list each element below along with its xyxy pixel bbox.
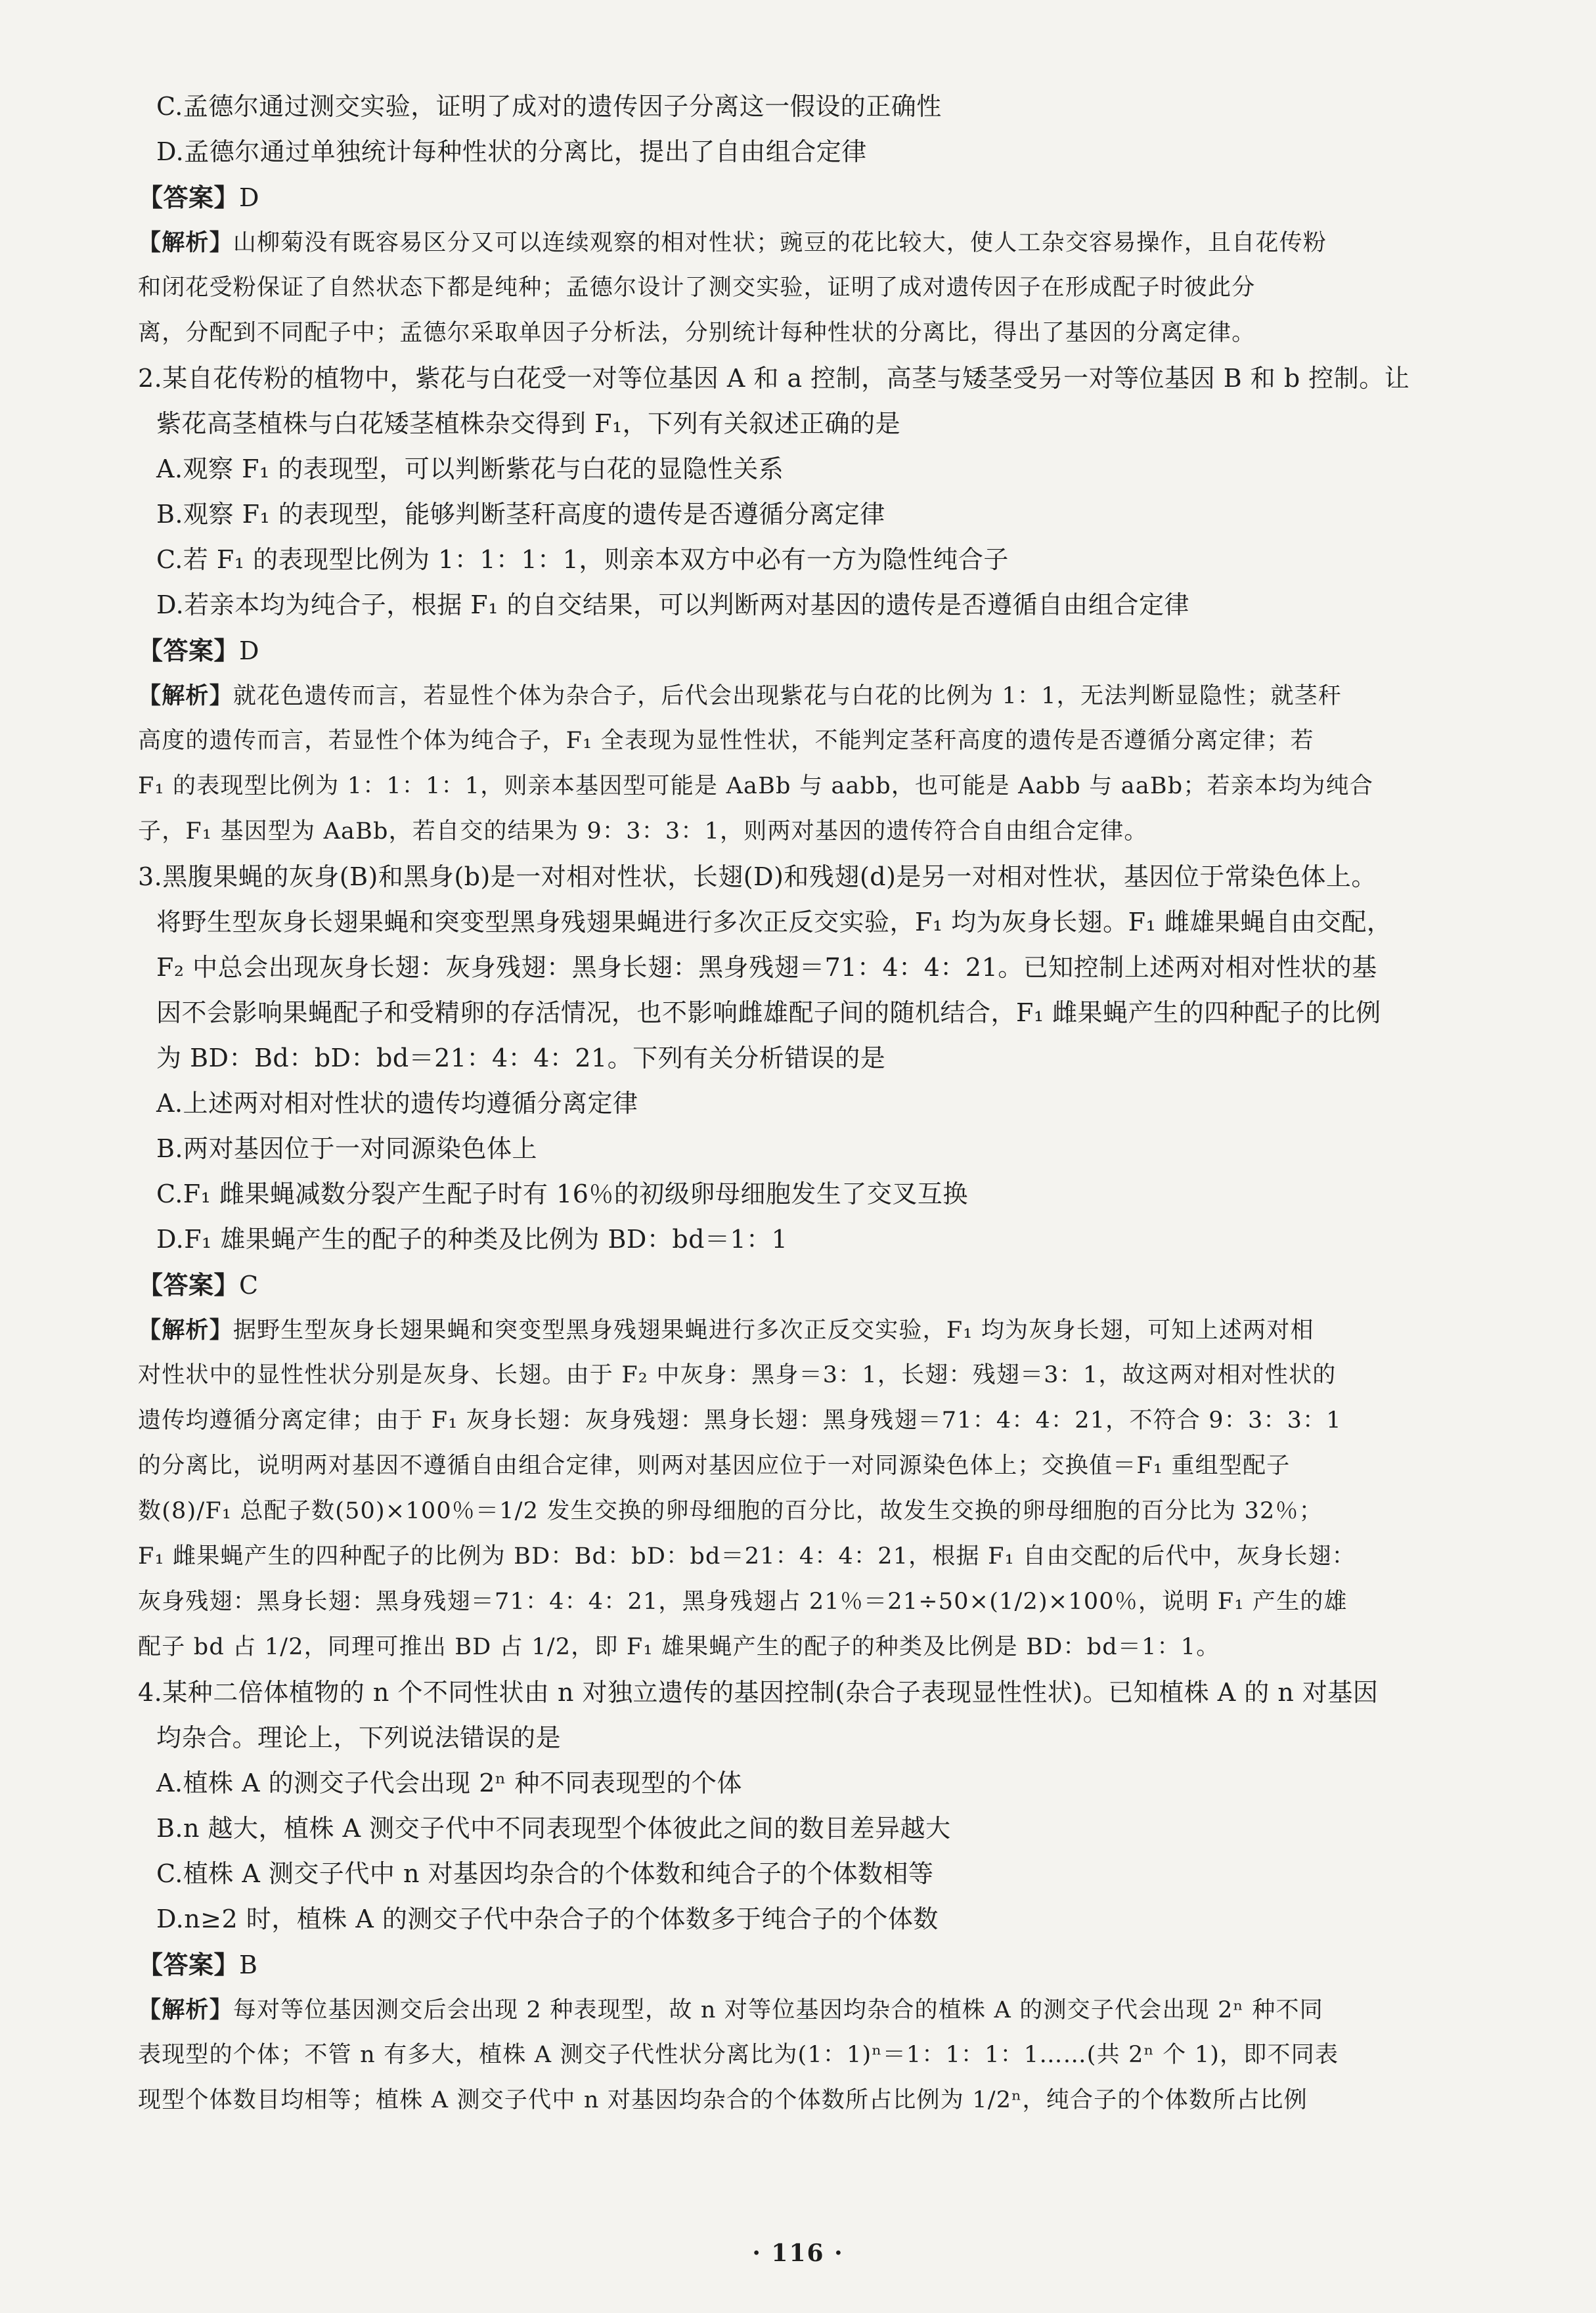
line-text: 表现型的个体；不管 n 有多大，植株 A 测交子代性状分离比为(1：1)ⁿ＝1：1：1：1……(共 2ⁿ 个 1)，即不同表 bbox=[138, 2042, 1339, 2068]
explanation-line bbox=[138, 1579, 1543, 1625]
line-text: 对性状中的显性性状分别是灰身、长翅。由于 F₂ 中灰身：黑身＝3：1，长翅：残翅＝3：1，故这两对相对性状的 bbox=[138, 1362, 1337, 1388]
line-text: 就花色遗传而言，若显性个体为杂合子，后代会出现紫花与白花的比例为 1：1，无法判断显隐性；就茎秆 bbox=[233, 683, 1342, 709]
explanation-line bbox=[138, 311, 1543, 356]
line-text: 据野生型灰身长翅果蝇和突变型黑身残翅果蝇进行多次正反交实验，F₁ 均为灰身长翅，可知上述两对相 bbox=[233, 1317, 1314, 1344]
section-label: 【解析】 bbox=[138, 1996, 233, 2023]
option-line bbox=[138, 1761, 1543, 1806]
line-text: 为 BD：Bd：bD：bd＝21：4：4：21。下列有关分析错误的是 bbox=[156, 1044, 886, 1072]
line-text: A.植株 A 的测交子代会出现 2ⁿ 种不同表现型的个体 bbox=[156, 1769, 742, 1797]
line-text: 每对等位基因测交后会出现 2 种表现型，故 n 对等位基因均杂合的植株 A 的测交子代会出现 2ⁿ 种不同 bbox=[233, 1997, 1323, 2023]
line-text: 数(8)/F₁ 总配子数(50)×100％＝1/2 发生交换的卵母细胞的百分比，故发生交换的卵母细胞的百分比为 32％； bbox=[138, 1498, 1323, 1524]
option-line bbox=[138, 492, 1543, 537]
option-line bbox=[138, 84, 1543, 129]
page-number: · 116 · bbox=[752, 2239, 844, 2267]
line-text: D bbox=[239, 636, 259, 665]
explanation-line bbox=[138, 673, 1543, 718]
explanation-line bbox=[138, 1489, 1543, 1534]
line-text: F₂ 中总会出现灰身长翅：灰身残翅：黑身长翅：黑身残翅＝71：4：4：21。已知控制上述两对相对性状的基 bbox=[156, 953, 1377, 982]
explanation-line bbox=[138, 1987, 1543, 2033]
line-text: D.孟德尔通过单独统计每种性状的分离比，提出了自由组合定律 bbox=[156, 137, 867, 166]
explanation-line bbox=[138, 1353, 1543, 1398]
section-label: 【答案】 bbox=[138, 1950, 240, 1979]
explanation-line bbox=[138, 718, 1543, 764]
question-line bbox=[138, 945, 1543, 990]
line-text: F₁ 的表现型比例为 1：1：1：1，则亲本基因型可能是 AaBb 与 aabb，也可能是 Aabb 与 aaBb；若亲本均为纯合 bbox=[138, 773, 1374, 799]
explanation-line bbox=[138, 809, 1543, 854]
question-line bbox=[138, 1036, 1543, 1081]
option-line bbox=[138, 1851, 1543, 1897]
section-label: 【答案】 bbox=[138, 1270, 240, 1300]
section-label: 【答案】 bbox=[138, 183, 240, 212]
line-text: 遗传均遵循分离定律；由于 F₁ 灰身长翅：灰身残翅：黑身长翅：黑身残翅＝71：4：4：21，不符合 9：3：3：1 bbox=[138, 1407, 1342, 1434]
option-line bbox=[138, 1897, 1543, 1942]
line-text: 灰身残翅：黑身长翅：黑身残翅＝71：4：4：21，黑身残翅占 21％＝21÷50×(1/2)×100％，说明 F₁ 产生的雄 bbox=[138, 1589, 1348, 1615]
line-text: 和闭花受粉保证了自然状态下都是纯种；孟德尔设计了测交实验，证明了成对遗传因子在形成配子时彼此分 bbox=[138, 275, 1256, 301]
question-line bbox=[138, 1715, 1543, 1761]
line-text: A.观察 F₁ 的表现型，可以判断紫花与白花的显隐性关系 bbox=[156, 454, 784, 483]
option-line bbox=[138, 537, 1543, 583]
line-text: C.F₁ 雌果蝇减数分裂产生配子时有 16％的初级卵母细胞发生了交叉互换 bbox=[156, 1179, 968, 1208]
line-text: 3.黑腹果蝇的灰身(B)和黑身(b)是一对相对性状，长翅(D)和残翅(d)是另一对相对性状，基因位于常染色体上。 bbox=[138, 862, 1377, 891]
line-text: C.孟德尔通过测交实验，证明了成对的遗传因子分离这一假设的正确性 bbox=[156, 92, 942, 121]
section-label: 【解析】 bbox=[138, 1317, 233, 1344]
explanation-line bbox=[138, 2033, 1543, 2078]
question-line bbox=[138, 401, 1543, 447]
page-body bbox=[138, 84, 1543, 2123]
explanation-line bbox=[138, 1308, 1543, 1353]
line-text: 山柳菊没有既容易区分又可以连续观察的相对性状；豌豆的花比较大，使人工杂交容易操作，且自花传粉 bbox=[233, 230, 1327, 256]
line-text: 将野生型灰身长翅果蝇和突变型黑身残翅果蝇进行多次正反交实验，F₁ 均为灰身长翅。F₁ 雌雄果蝇自由交配， bbox=[156, 908, 1392, 936]
explanation-line bbox=[138, 1625, 1543, 1670]
explanation-line bbox=[138, 2078, 1543, 2123]
answer-line bbox=[138, 1262, 1543, 1308]
line-text: 均杂合。理论上，下列说法错误的是 bbox=[156, 1723, 562, 1752]
option-line bbox=[138, 1126, 1543, 1172]
option-line bbox=[138, 447, 1543, 492]
question-line bbox=[138, 356, 1543, 401]
line-text: D.若亲本均为纯合子，根据 F₁ 的自交结果，可以判断两对基因的遗传是否遵循自由组合定律 bbox=[156, 590, 1189, 619]
line-text: 高度的遗传而言，若显性个体为纯合子，F₁ 全表现为显性性状，不能判定茎秆高度的遗传是否遵循分离定律；若 bbox=[138, 728, 1314, 754]
line-text: B bbox=[239, 1950, 258, 1979]
option-line bbox=[138, 1172, 1543, 1217]
answer-line bbox=[138, 175, 1543, 220]
line-text: D.F₁ 雄果蝇产生的配子的种类及比例为 BD：bd＝1：1 bbox=[156, 1225, 788, 1254]
explanation-line bbox=[138, 1534, 1543, 1579]
explanation-line bbox=[138, 764, 1543, 809]
line-text: 紫花高茎植株与白花矮茎植株杂交得到 F₁，下列有关叙述正确的是 bbox=[156, 409, 901, 438]
line-text: 配子 bd 占 1/2，同理可推出 BD 占 1/2，即 F₁ 雄果蝇产生的配子的种类及比例是 BD：bd＝1：1。 bbox=[138, 1634, 1220, 1660]
line-text: C.植株 A 测交子代中 n 对基因均杂合的个体数和纯合子的个体数相等 bbox=[156, 1859, 934, 1888]
option-line bbox=[138, 583, 1543, 628]
answer-line bbox=[138, 1942, 1543, 1987]
line-text: B.两对基因位于一对同源染色体上 bbox=[156, 1134, 538, 1163]
explanation-line bbox=[138, 265, 1543, 311]
question-line bbox=[138, 1670, 1543, 1715]
line-text: B.观察 F₁ 的表现型，能够判断茎秆高度的遗传是否遵循分离定律 bbox=[156, 500, 885, 529]
option-line bbox=[138, 1806, 1543, 1851]
line-text: 子，F₁ 基因型为 AaBb，若自交的结果为 9：3：3：1，则两对基因的遗传符合自由组合定律。 bbox=[138, 818, 1148, 845]
line-text: A.上述两对相对性状的遗传均遵循分离定律 bbox=[156, 1089, 638, 1118]
line-text: 2.某自花传粉的植物中，紫花与白花受一对等位基因 A 和 a 控制，高茎与矮茎受另一对等位基因 B 和 b 控制。让 bbox=[138, 364, 1410, 393]
line-text: 的分离比，说明两对基因不遵循自由组合定律，则两对基因应位于一对同源染色体上；交换值＝F₁ 重组型配子 bbox=[138, 1453, 1291, 1479]
explanation-line bbox=[138, 1398, 1543, 1443]
section-label: 【解析】 bbox=[138, 229, 233, 256]
explanation-line bbox=[138, 1443, 1543, 1489]
line-text: B.n 越大，植株 A 测交子代中不同表现型个体彼此之间的数目差异越大 bbox=[156, 1814, 951, 1843]
question-line bbox=[138, 900, 1543, 945]
line-text: F₁ 雌果蝇产生的四种配子的比例为 BD：Bd：bD：bd＝21：4：4：21，根据 F₁ 自由交配的后代中，灰身长翅： bbox=[138, 1543, 1356, 1570]
line-text: C bbox=[239, 1271, 259, 1300]
option-line bbox=[138, 129, 1543, 175]
option-line bbox=[138, 1081, 1543, 1126]
question-line bbox=[138, 990, 1543, 1036]
line-text: 因不会影响果蝇配子和受精卵的存活情况，也不影响雌雄配子间的随机结合，F₁ 雌果蝇产生的四种配子的比例 bbox=[156, 998, 1381, 1027]
line-text: 现型个体数目均相等；植株 A 测交子代中 n 对基因均杂合的个体数所占比例为 1/2ⁿ，纯合子的个体数所占比例 bbox=[138, 2087, 1308, 2113]
line-text: 4.某种二倍体植物的 n 个不同性状由 n 对独立遗传的基因控制(杂合子表现显性性状)。已知植株 A 的 n 对基因 bbox=[138, 1678, 1379, 1707]
line-text: D bbox=[239, 183, 259, 212]
explanation-line bbox=[138, 220, 1543, 265]
section-label: 【答案】 bbox=[138, 636, 240, 665]
line-text: 离，分配到不同配子中；孟德尔采取单因子分析法，分别统计每种性状的分离比，得出了基因的分离定律。 bbox=[138, 320, 1256, 346]
section-label: 【解析】 bbox=[138, 682, 233, 709]
answer-line bbox=[138, 628, 1543, 673]
option-line bbox=[138, 1217, 1543, 1262]
line-text: D.n≥2 时，植株 A 的测交子代中杂合子的个体数多于纯合子的个体数 bbox=[156, 1905, 939, 1933]
question-line bbox=[138, 854, 1543, 900]
line-text: C.若 F₁ 的表现型比例为 1：1：1：1，则亲本双方中必有一方为隐性纯合子 bbox=[156, 545, 1009, 574]
